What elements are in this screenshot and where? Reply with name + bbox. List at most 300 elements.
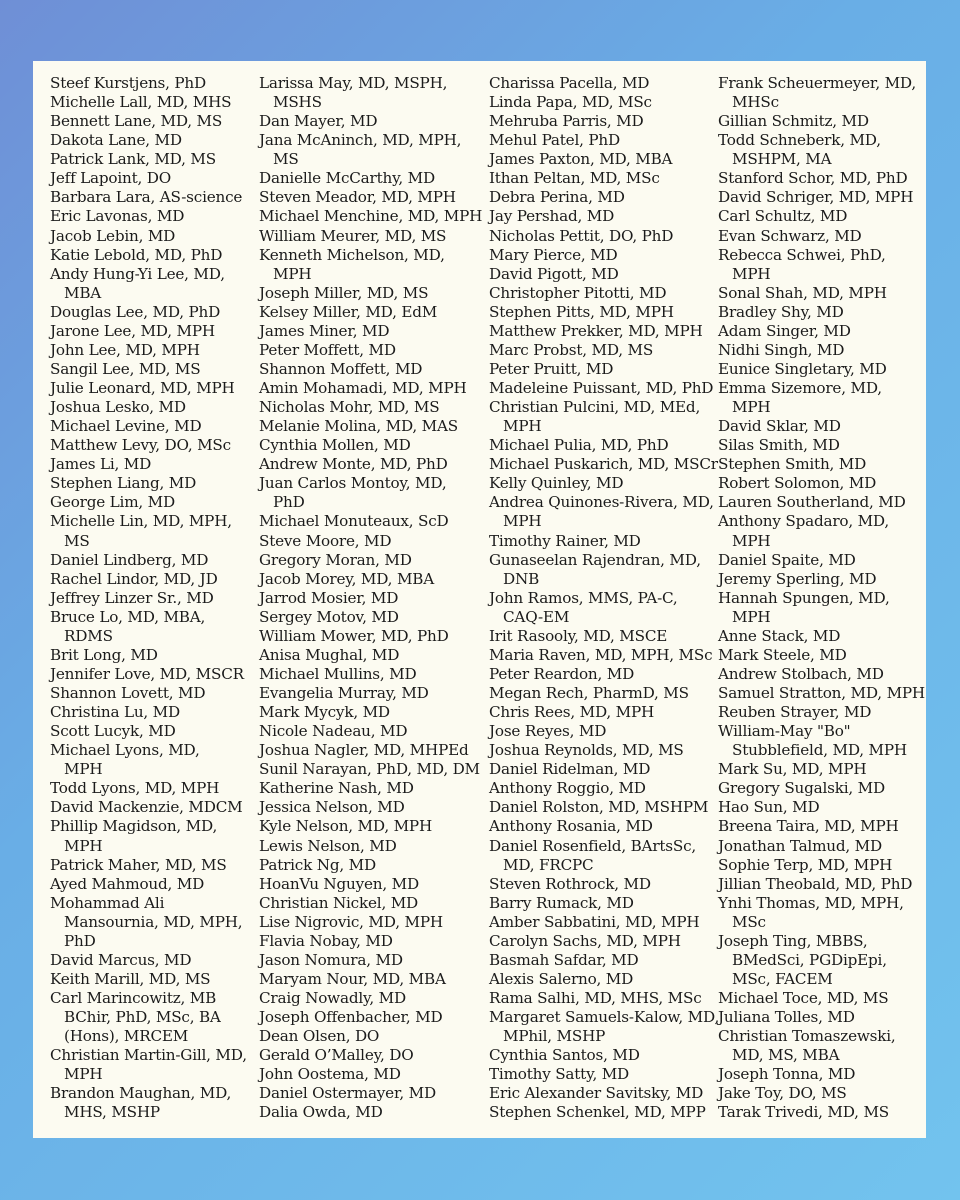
name-line: Dan Mayer, MD <box>259 112 378 131</box>
name-entry <box>50 246 262 265</box>
name-entry <box>259 779 484 798</box>
name-entry <box>259 913 484 932</box>
name-entry <box>489 817 715 836</box>
name-line: Andrew Stolbach, MD <box>718 664 884 683</box>
name-entry <box>50 779 262 798</box>
name-entry <box>50 265 262 303</box>
name-line: Steve Moore, MD <box>259 531 392 550</box>
name-entry <box>489 150 715 169</box>
name-entry <box>50 856 262 875</box>
name-continuation-line: MSc <box>732 912 766 931</box>
name-line: Sonal Shah, MD, MPH <box>718 283 887 302</box>
name-line: Evan Schwarz, MD <box>718 226 862 245</box>
name-line: Gerald O’Malley, DO <box>259 1046 414 1065</box>
name-entry <box>489 1084 715 1103</box>
name-continuation-line: RDMS <box>64 626 113 645</box>
name-entry <box>259 227 484 246</box>
name-line: Joshua Reynolds, MD, MS <box>489 741 684 760</box>
name-line: Jillian Theobald, MD, PhD <box>718 874 913 893</box>
name-column-3 <box>489 74 720 1122</box>
name-continuation-line: MPH <box>64 760 103 779</box>
name-continuation-line: MPH <box>503 512 542 531</box>
name-continuation-line: MPH <box>732 531 771 550</box>
name-line: Larissa May, MD, MSPH, <box>259 74 448 92</box>
name-entry <box>489 589 715 627</box>
name-line: Daniel Ridelman, MD <box>489 760 651 779</box>
name-line: George Lim, MD <box>50 493 175 512</box>
name-continuation-line: MPH <box>64 1065 103 1084</box>
name-entry <box>718 512 923 550</box>
name-entry <box>718 207 923 226</box>
name-line: Ayed Mahmoud, MD <box>50 874 205 893</box>
name-line: Mark Su, MD, MPH <box>718 760 867 779</box>
name-line: Sangil Lee, MD, MS <box>50 359 201 378</box>
name-entry <box>259 551 484 570</box>
name-entry <box>489 627 715 646</box>
name-column-1 <box>50 74 262 1122</box>
name-line: Dean Olsen, DO <box>259 1027 380 1046</box>
name-entry <box>489 703 715 722</box>
name-continuation-line: MSHPM, MA <box>732 150 832 169</box>
name-line: Andrea Quinones-Rivera, MD, <box>489 493 714 512</box>
name-line: Jay Pershad, MD <box>489 207 615 226</box>
name-entry <box>718 246 923 284</box>
name-line: Hannah Spungen, MD, <box>718 588 890 607</box>
name-line: Steven Meador, MD, MPH <box>259 188 456 207</box>
name-entry <box>50 303 262 322</box>
name-entry <box>489 932 715 951</box>
name-line: Bruce Lo, MD, MBA, <box>50 607 206 626</box>
name-line: Evangelia Murray, MD <box>259 684 429 702</box>
name-continuation-line: (Hons), MRCEM <box>64 1027 189 1046</box>
name-entry <box>259 379 484 398</box>
name-line: Daniel Lindberg, MD <box>50 550 209 569</box>
name-entry <box>50 379 262 398</box>
name-entry <box>50 112 262 131</box>
name-entry <box>718 455 923 474</box>
name-line: Adam Singer, MD <box>718 321 851 340</box>
name-line: Danielle McCarthy, MD <box>259 169 436 188</box>
name-entry <box>259 512 484 531</box>
name-line: William Meurer, MD, MS <box>259 226 447 245</box>
name-entry <box>489 951 715 970</box>
name-line: Rama Salhi, MD, MHS, MSc <box>489 989 702 1007</box>
name-entry <box>259 932 484 951</box>
name-entry <box>50 455 262 474</box>
name-line: Patrick Ng, MD <box>259 855 376 874</box>
name-line: James Li, MD <box>50 455 152 474</box>
name-entry <box>50 227 262 246</box>
name-line: Christopher Pitotti, MD <box>489 283 667 302</box>
name-line: Daniel Rolston, MD, MSHPM <box>489 798 709 817</box>
name-entry <box>489 760 715 779</box>
name-entry <box>259 894 484 913</box>
name-line: Stephen Pitts, MD, MPH <box>489 302 674 321</box>
name-line: Jose Reyes, MD <box>489 722 607 741</box>
name-entry <box>259 131 484 169</box>
name-line: Jeremy Sperling, MD <box>718 569 877 588</box>
name-line: Eric Lavonas, MD <box>50 207 185 226</box>
name-line: Gregory Sugalski, MD <box>718 779 885 798</box>
name-continuation-line: Mansournia, MD, MPH, <box>64 912 243 931</box>
name-continuation-line: MS <box>64 531 90 550</box>
name-line: Megan Rech, PharmD, MS <box>489 684 689 702</box>
name-entry <box>259 741 484 760</box>
name-entry <box>489 532 715 551</box>
name-entry <box>489 207 715 226</box>
name-entry <box>50 646 262 665</box>
name-entry <box>259 112 484 131</box>
name-line: Kenneth Michelson, MD, <box>259 245 445 264</box>
name-continuation-line: MHSc <box>732 93 779 112</box>
name-entry <box>50 512 262 550</box>
name-entry <box>259 246 484 284</box>
name-entry <box>489 74 715 93</box>
name-line: Joseph Ting, MBBS, <box>718 931 868 950</box>
name-entry <box>50 207 262 226</box>
name-line: Sergey Motov, MD <box>259 607 399 626</box>
name-entry <box>50 684 262 703</box>
name-line: Charissa Pacella, MD <box>489 74 650 92</box>
name-line: Douglas Lee, MD, PhD <box>50 302 221 321</box>
name-entry <box>259 1103 484 1122</box>
name-entry <box>50 188 262 207</box>
name-line: Daniel Rosenfield, BArtsSc, <box>489 836 697 855</box>
name-line: Peter Reardon, MD <box>489 664 635 683</box>
name-entry <box>489 379 715 398</box>
name-line: John Oostema, MD <box>259 1065 401 1084</box>
name-continuation-line: MHS, MSHP <box>64 1103 160 1122</box>
name-line: Jennifer Love, MD, MSCR <box>50 664 244 683</box>
name-entry <box>718 493 923 512</box>
name-continuation-line: PhD <box>273 493 305 512</box>
name-entry <box>718 436 923 455</box>
name-line: Christian Martin-Gill, MD, <box>50 1046 247 1065</box>
name-continuation-line: Stubblefield, MD, MPH <box>732 741 907 760</box>
name-entry <box>50 436 262 455</box>
name-line: Rachel Lindor, MD, JD <box>50 569 218 588</box>
name-line: Michael Mullins, MD <box>259 664 417 683</box>
name-entry <box>259 1065 484 1084</box>
name-entry <box>489 1046 715 1065</box>
name-entry <box>489 169 715 188</box>
name-entry <box>259 684 484 703</box>
name-line: Emma Sizemore, MD, <box>718 379 882 397</box>
name-line: Daniel Spaite, MD <box>718 550 856 569</box>
name-entry <box>718 817 923 836</box>
name-entry <box>718 417 923 436</box>
name-line: Matthew Levy, DO, MSc <box>50 436 231 455</box>
name-entry <box>718 570 923 589</box>
name-line: Robert Solomon, MD <box>718 474 877 493</box>
name-line: Andy Hung-Yi Lee, MD, <box>50 264 225 283</box>
name-line: Bradley Shy, MD <box>718 302 844 321</box>
name-line: David Schriger, MD, MPH <box>718 188 914 207</box>
name-continuation-line: MPH <box>64 836 103 855</box>
name-line: Joseph Miller, MD, MS <box>259 283 429 302</box>
name-line: Christian Pulcini, MD, MEd, <box>489 398 701 417</box>
name-entry <box>718 379 923 417</box>
name-continuation-line: CAQ-EM <box>503 607 570 626</box>
name-line: Cynthia Santos, MD <box>489 1046 640 1065</box>
name-entry <box>489 551 715 589</box>
name-entry <box>489 989 715 1008</box>
name-line: Michelle Lin, MD, MPH, <box>50 512 232 531</box>
name-entry <box>489 913 715 932</box>
name-line: Lise Nigrovic, MD, MPH <box>259 912 443 931</box>
name-entry <box>489 894 715 913</box>
name-continuation-line: MSHS <box>273 93 322 112</box>
name-continuation-line: MPH <box>732 264 771 283</box>
name-entry <box>50 894 262 951</box>
name-line: Michelle Lall, MD, MHS <box>50 93 232 112</box>
name-line: Steef Kurstjens, PhD <box>50 74 206 92</box>
name-entry <box>489 1103 715 1122</box>
name-continuation-line: MSc, FACEM <box>732 969 833 988</box>
name-continuation-line: MBA <box>64 283 102 302</box>
name-entry <box>718 703 923 722</box>
name-line: William Mower, MD, PhD <box>259 626 449 645</box>
name-entry <box>489 970 715 989</box>
name-entry <box>50 74 262 93</box>
name-column-4 <box>718 74 923 1122</box>
name-line: David Mackenzie, MDCM <box>50 798 243 817</box>
name-entry <box>50 322 262 341</box>
name-entry <box>718 474 923 493</box>
name-line: Margaret Samuels-Kalow, MD, <box>489 1008 720 1027</box>
name-line: Jason Nomura, MD <box>259 950 403 969</box>
name-line: Michael Toce, MD, MS <box>718 989 889 1007</box>
name-entry <box>259 169 484 188</box>
name-line: Todd Schneberk, MD, <box>718 131 881 150</box>
name-continuation-line: DNB <box>503 569 540 588</box>
name-entry <box>259 875 484 894</box>
name-entry <box>718 1008 923 1027</box>
name-entry <box>50 608 262 646</box>
name-continuation-line: PhD <box>64 931 96 950</box>
name-line: Peter Moffett, MD <box>259 340 396 359</box>
name-line: James Paxton, MD, MBA <box>489 150 673 169</box>
name-line: Jarone Lee, MD, MPH <box>50 321 215 340</box>
name-entry <box>718 837 923 856</box>
name-line: Gillian Schmitz, MD <box>718 112 869 131</box>
name-entry <box>50 150 262 169</box>
name-line: Stephen Liang, MD <box>50 474 197 493</box>
name-entry <box>718 665 923 684</box>
name-entry <box>489 798 715 817</box>
name-line: James Miner, MD <box>259 321 390 340</box>
name-continuation-line: MD, MS, MBA <box>732 1046 840 1065</box>
name-entry <box>718 760 923 779</box>
name-line: Carl Schultz, MD <box>718 207 848 226</box>
name-line: Gregory Moran, MD <box>259 550 412 569</box>
name-line: Kelsey Miller, MD, EdM <box>259 302 438 321</box>
name-line: Breena Taira, MD, MPH <box>718 817 899 836</box>
name-entry <box>259 856 484 875</box>
name-entry <box>50 93 262 112</box>
name-line: Shannon Moffett, MD <box>259 359 423 378</box>
name-line: Eunice Singletary, MD <box>718 359 887 378</box>
name-line: Keith Marill, MD, MS <box>50 969 211 988</box>
name-line: Michael Monuteaux, ScD <box>259 512 449 531</box>
name-line: Mohammad Ali <box>50 893 165 912</box>
name-continuation-line: MPH <box>503 417 542 436</box>
name-entry <box>718 284 923 303</box>
name-line: Craig Nowadly, MD <box>259 989 406 1007</box>
name-line: Dakota Lane, MD <box>50 131 182 150</box>
name-line: Kyle Nelson, MD, MPH <box>259 817 432 836</box>
name-line: Stephen Smith, MD <box>718 455 867 474</box>
name-entry <box>718 1103 923 1122</box>
name-line: Maryam Nour, MD, MBA <box>259 969 446 988</box>
name-entry <box>489 188 715 207</box>
name-entry <box>489 131 715 150</box>
name-line: Peter Pruitt, MD <box>489 359 614 378</box>
name-entry <box>489 265 715 284</box>
name-entry <box>259 417 484 436</box>
name-entry <box>489 646 715 665</box>
name-entry <box>489 398 715 436</box>
name-line: Eric Alexander Savitsky, MD <box>489 1084 704 1103</box>
name-entry <box>259 817 484 836</box>
name-entry <box>718 227 923 246</box>
name-entry <box>489 722 715 741</box>
name-entry <box>259 1008 484 1027</box>
name-line: Basmah Safdar, MD <box>489 950 639 969</box>
name-line: Katherine Nash, MD <box>259 779 414 798</box>
name-entry <box>50 817 262 855</box>
name-entry <box>489 684 715 703</box>
name-entry <box>489 875 715 894</box>
name-line: Mehul Patel, PhD <box>489 131 620 150</box>
name-entry <box>50 360 262 379</box>
name-line: Bennett Lane, MD, MS <box>50 112 223 131</box>
name-line: Nicole Nadeau, MD <box>259 722 408 741</box>
name-line: Alexis Salerno, MD <box>489 969 634 988</box>
name-line: Lauren Southerland, MD <box>718 493 906 512</box>
name-line: Carolyn Sachs, MD, MPH <box>489 931 681 950</box>
name-line: Christian Nickel, MD <box>259 893 419 912</box>
name-entry <box>718 360 923 379</box>
name-entry <box>50 551 262 570</box>
name-line: Todd Lyons, MD, MPH <box>50 779 220 798</box>
name-entry <box>489 455 718 474</box>
name-entry <box>259 303 484 322</box>
name-line: Madeleine Puissant, MD, PhD <box>489 379 714 397</box>
name-entry <box>718 74 923 112</box>
name-entry <box>489 322 715 341</box>
name-continuation-line: MPH <box>732 607 771 626</box>
name-entry <box>489 474 715 493</box>
name-entry <box>50 169 262 188</box>
name-line: Christina Lu, MD <box>50 703 180 722</box>
name-entry <box>50 131 262 150</box>
name-entry <box>259 532 484 551</box>
name-line: Maria Raven, MD, MPH, MSc <box>489 645 713 664</box>
name-entry <box>489 1065 715 1084</box>
name-line: Jarrod Mosier, MD <box>259 588 399 607</box>
name-entry <box>259 455 484 474</box>
name-line: Barbara Lara, AS-science <box>50 188 243 207</box>
reviewer-list-card <box>33 61 926 1138</box>
name-line: Gunaseelan Rajendran, MD, <box>489 550 701 569</box>
name-line: Jana McAninch, MD, MPH, <box>259 131 462 150</box>
name-entry <box>50 989 262 1046</box>
name-line: Jonathan Talmud, MD <box>718 836 882 855</box>
name-line: Brit Long, MD <box>50 645 158 664</box>
name-entry <box>718 894 923 932</box>
name-line: Patrick Maher, MD, MS <box>50 855 227 874</box>
name-continuation-line: MPH <box>273 264 312 283</box>
name-line: Jake Toy, DO, MS <box>718 1084 847 1103</box>
name-entry <box>718 798 923 817</box>
name-line: David Marcus, MD <box>50 950 192 969</box>
name-line: HoanVu Nguyen, MD <box>259 874 419 893</box>
name-line: Samuel Stratton, MD, MPH <box>718 684 925 702</box>
name-line: Marc Probst, MD, MS <box>489 340 654 359</box>
name-entry <box>489 112 715 131</box>
name-line: Dalia Owda, MD <box>259 1103 383 1122</box>
name-line: Jacob Morey, MD, MBA <box>259 569 435 588</box>
name-line: Brandon Maughan, MD, <box>50 1084 232 1103</box>
name-line: Flavia Nobay, MD <box>259 931 393 950</box>
name-line: Joshua Lesko, MD <box>50 398 186 417</box>
name-entry <box>259 665 484 684</box>
name-entry <box>259 951 484 970</box>
name-entry <box>259 1084 484 1103</box>
name-line: Anthony Rosania, MD <box>489 817 653 836</box>
name-entry <box>50 741 262 779</box>
name-line: Matthew Prekker, MD, MPH <box>489 321 703 340</box>
name-entry <box>50 1046 262 1084</box>
name-entry <box>50 875 262 894</box>
name-line: Jeffrey Linzer Sr., MD <box>50 588 214 607</box>
name-entry <box>718 1027 923 1065</box>
name-line: Nidhi Singh, MD <box>718 340 845 359</box>
name-entry <box>259 798 484 817</box>
name-entry <box>50 589 262 608</box>
name-entry <box>259 722 484 741</box>
name-entry <box>50 951 262 970</box>
name-line: Lewis Nelson, MD <box>259 836 397 855</box>
name-entry <box>489 303 715 322</box>
name-line: Barry Rumack, MD <box>489 893 634 912</box>
name-line: Nicholas Mohr, MD, MS <box>259 398 440 417</box>
name-entry <box>718 875 923 894</box>
name-line: Amber Sabbatini, MD, MPH <box>489 912 700 931</box>
name-entry <box>259 703 484 722</box>
name-entry <box>259 188 484 207</box>
name-column-2 <box>259 74 484 1122</box>
name-entry <box>50 474 262 493</box>
name-entry <box>50 570 262 589</box>
name-entry <box>718 989 923 1008</box>
name-continuation-line: MPhil, MSHP <box>503 1027 606 1046</box>
name-line: Anisa Mughal, MD <box>259 645 400 664</box>
name-line: Stephen Schenkel, MD, MPP <box>489 1103 706 1122</box>
name-continuation-line: MD, FRCPC <box>503 855 594 874</box>
name-line: David Pigott, MD <box>489 264 619 283</box>
name-entry <box>718 684 923 703</box>
name-entry <box>259 398 484 417</box>
name-entry <box>718 112 923 131</box>
name-line: Juan Carlos Montoy, MD, <box>259 474 447 493</box>
name-continuation-line: MS <box>273 150 299 169</box>
name-entry <box>259 360 484 379</box>
name-line: Sophie Terp, MD, MPH <box>718 855 893 874</box>
name-line: Julie Leonard, MD, MPH <box>50 379 235 397</box>
name-entry <box>259 322 484 341</box>
